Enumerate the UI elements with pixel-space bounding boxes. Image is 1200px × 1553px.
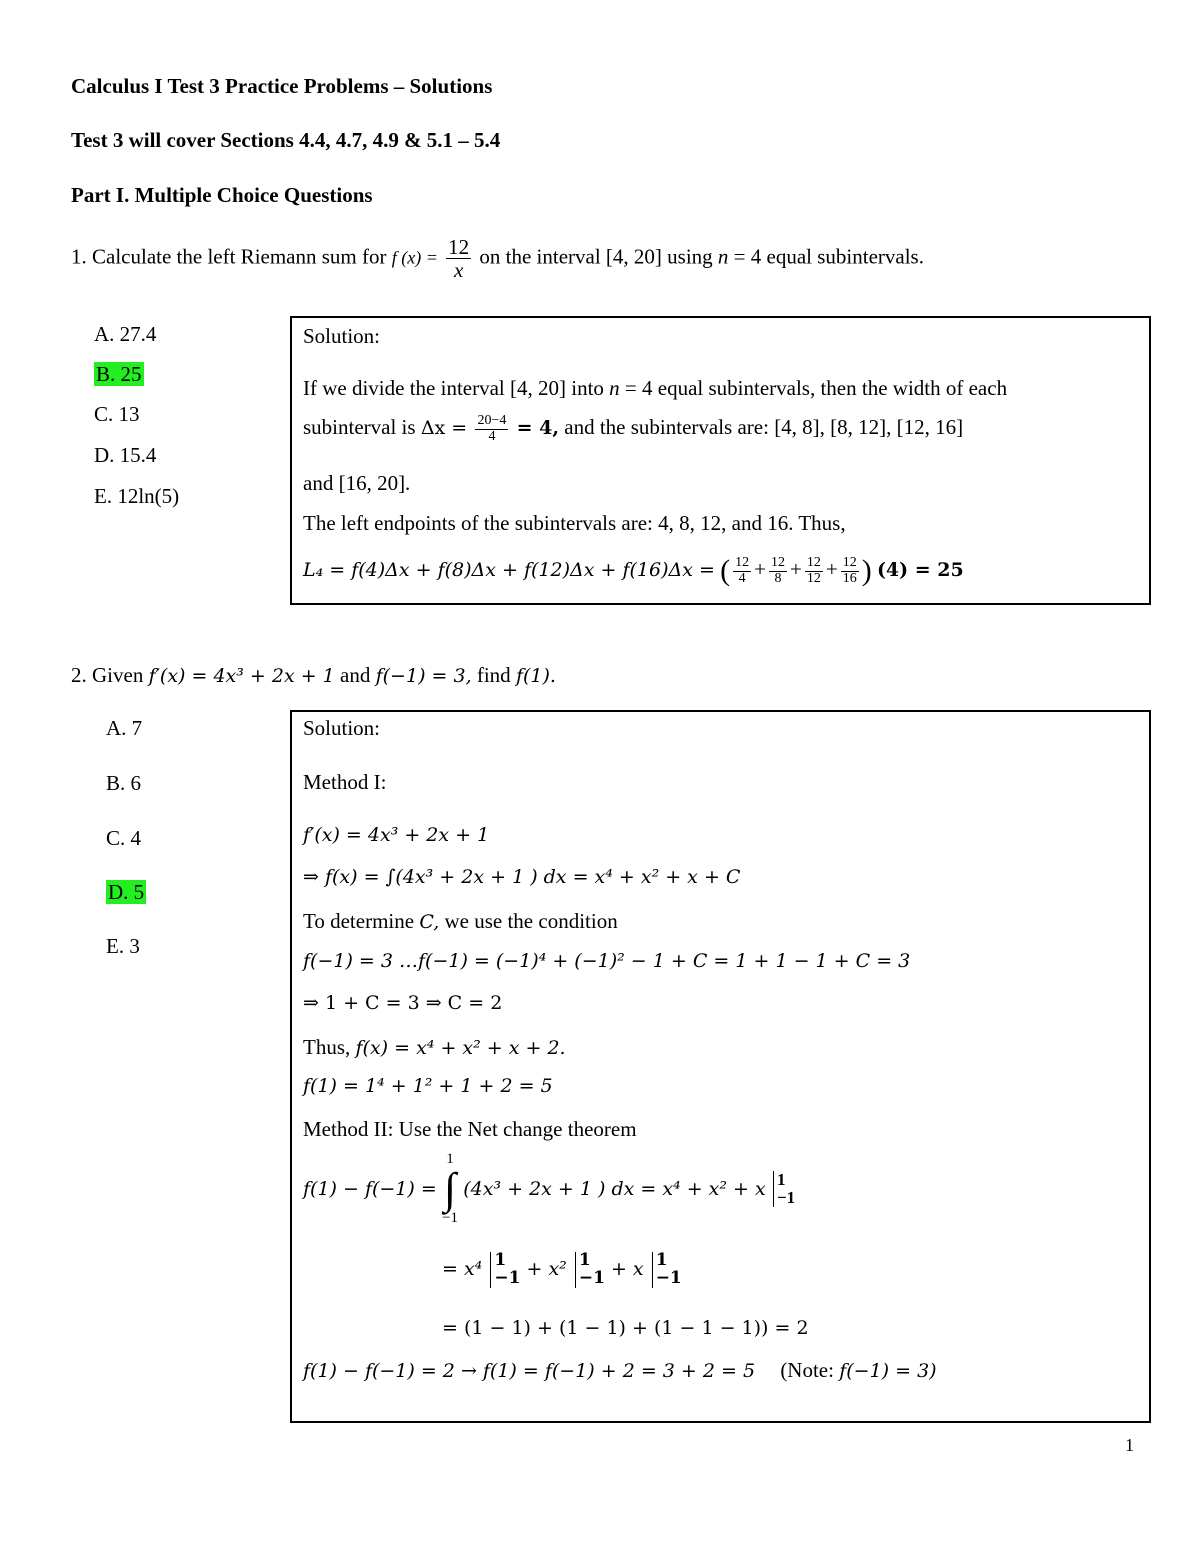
q2-method2-heading: Method II: Use the Net change theorem (303, 1117, 637, 1141)
q2-option-c: C. 4 (106, 826, 142, 850)
q2-option-a: A. 7 (106, 716, 143, 740)
q1-option-d: D. 15.4 (94, 443, 157, 467)
part-heading: Part I. Multiple Choice Questions (71, 183, 373, 207)
q1-solution-sum: L₄ = f(4)Δx + f(8)Δx + f(12)Δx + f(16)Δx = ( $\frac{12}{4}$ + $\frac{12}{8}$ + $\frac{12}{12}$ + $\frac{12}{16}$ ) (4) = 25 (303, 554, 964, 587)
q2-line-f1: f(1) = 1⁴ + 1² + 1 + 2 = 5 (303, 1075, 553, 1097)
q1-solution-line3: and [16, 20]. (303, 471, 411, 495)
test-coverage: Test 3 will cover Sections 4.4, 4.7, 4.9 & 5.1 – 5.4 (71, 128, 501, 152)
sum-fraction-2: $\frac{12}{8}$ (771, 554, 785, 586)
sum-fraction-1: $\frac{12}{4}$ (735, 554, 750, 586)
q1-solution-line2: subinterval is Δx = $\frac{20-4}{4}$ = 4, and the subintervals are: [4, 8], [8, 12], [12, 16] (303, 413, 964, 444)
q2-option-d: D. 5 (108, 880, 145, 904)
q2-line-final: f(1) − f(−1) = 2 → f(1) = f(−1) + 2 = 3 + 2 = 5 (Note: f(−1) = 3) (303, 1358, 937, 1382)
question-2-text: 2. Given f′(x) = 4x³ + 2x + 1 and f(−1) = 3, find f(1). (71, 663, 556, 687)
page-number: 1 (1125, 1435, 1134, 1455)
definite-integral: 1 ∫ −1 (442, 1151, 458, 1226)
q2-line-condition: f(−1) = 3 …f(−1) = (−1)⁴ + (−1)² − 1 + C = 1 + 1 − 1 + C = 3 (303, 950, 911, 972)
q2-line-antiderivative: ⇒ f(x) = ∫(4x³ + 2x + 1 ) dx = x⁴ + x² + x + C (303, 866, 741, 888)
q1-solution-box (290, 316, 1151, 605)
q2-line-arith: = (1 − 1) + (1 − 1) + (1 − 1 − 1)) = 2 (442, 1317, 809, 1339)
page-title: Calculus I Test 3 Practice Problems – Solutions (71, 74, 493, 98)
q1-solution-line1: If we divide the interval [4, 20] into n = 4 equal subintervals, then the width of each (303, 376, 1008, 400)
question-1-text: 1. Calculate the left Riemann sum for f (x) = $\frac{12}{x}$ on the interval [4, 20] using n = 4 equal subintervals. (71, 235, 924, 283)
q2-method1-heading: Method I: (303, 770, 387, 794)
q2-solution-box (290, 710, 1151, 1423)
q2-line-solve-c: ⇒ 1 + C = 3 ⇒ C = 2 (303, 992, 503, 1014)
q1-option-e: E. 12ln(5) (94, 484, 180, 508)
q1-dx-fraction: $\frac{20-4}{4}$ (477, 413, 507, 444)
q2-line-derivative: f′(x) = 4x³ + 2x + 1 (303, 824, 490, 846)
q2-option-e: E. 3 (106, 934, 140, 958)
q1-option-a: A. 27.4 (94, 322, 157, 346)
q2-option-b: B. 6 (106, 771, 142, 795)
q1-solution-heading: Solution: (303, 324, 381, 348)
q2-solution-heading: Solution: (303, 716, 381, 740)
evaluation-bar: 1 −1 (773, 1171, 795, 1207)
q2-line-thus: Thus, f(x) = x⁴ + x² + x + 2. (303, 1035, 566, 1059)
q2-line-evaluate: = x⁴ 1 −1 + x² 1 −1 + x 1 −1 (442, 1250, 682, 1288)
q2-line-determine-c: To determine C, we use the condition (303, 909, 618, 933)
q2-line-integral: f(1) − f(−1) = 1 ∫ −1 (4x³ + 2x + 1 ) dx = x⁴ + x² + x 1 −1 (303, 1151, 796, 1226)
sum-fraction-4: $\frac{12}{16}$ (842, 554, 857, 586)
q1-solution-line4: The left endpoints of the subintervals are: 4, 8, 12, and 16. Thus, (303, 511, 846, 535)
q1-function-fraction: $\frac{12}{x}$ (448, 235, 470, 283)
q1-option-c: C. 13 (94, 402, 140, 426)
q1-option-b: B. 25 (96, 362, 142, 386)
sum-fraction-3: $\frac{12}{12}$ (806, 554, 821, 586)
